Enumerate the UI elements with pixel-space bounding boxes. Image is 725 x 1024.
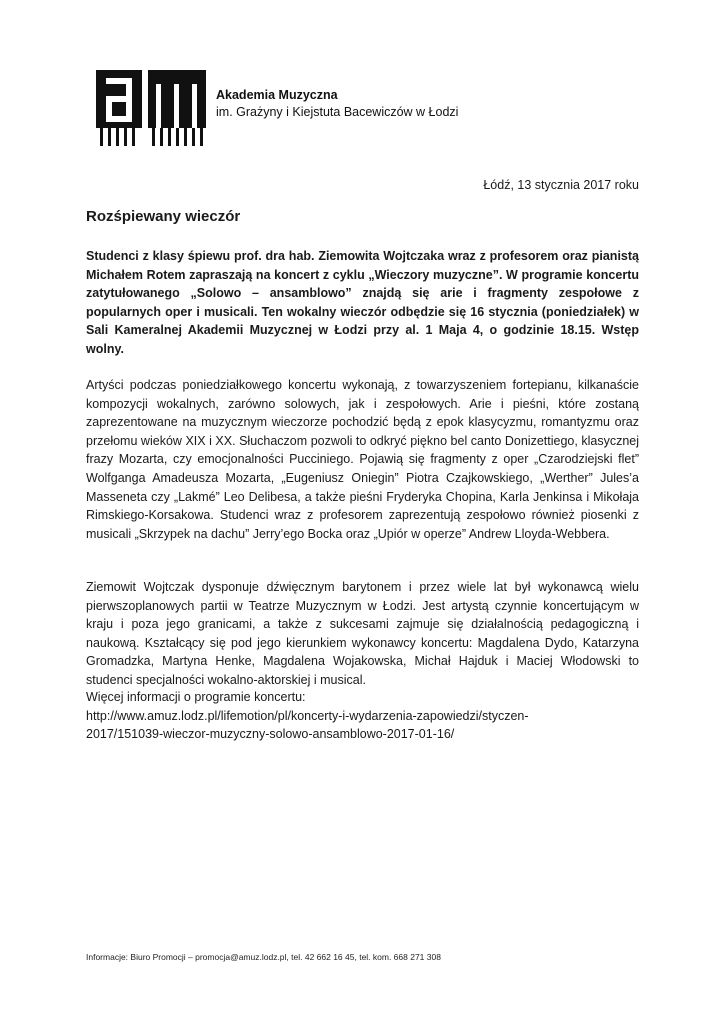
paragraph-concert-program: Artyści podczas poniedziałkowego koncertu wykonają, z towarzyszeniem fortepianu, kilkanaście kompozycji wokalnych, zarówno solowych, jak i zespołowych. Arie i pieśni, które zostaną zaprezentowane na muzycznym wieczorze pochodzić będą z epok klasycyzmu, romantyzmu oraz przełomu wieków XIX i XX. Słuchaczom pozwoli to odkryć piękno bel canto Donizettiego, klasycznej frazy Mozarta, czy emocjonalności Pucciniego. Pojawią się fragmenty z oper „Czarodziejski flet” Wolfganga Amadeusza Mozarta, „Eugeniusz Oniegin” Piotra Czajkowskiego, „Werther” Jules’a Masseneta czy „Lakmé” Leo Delibesa, a także pieśni Fryderyka Chopina, Karla Jenkinsa i Mikołaja Rimskiego-Korsakowa. Studenci wraz z profesorem zaprezentują zespołowo również piosenki z musicali „Skrzypek na dachu” Jerry’ego Bocka oraz „Upiór w operze” Andrew Lloyda-Webbera. (86, 378, 639, 541)
lead-paragraph: Studenci z klasy śpiewu prof. dra hab. Ziemowita Wojtczaka wraz z profesorem oraz pianistą Michałem Rotem zapraszają na koncert z cyklu „Wieczory muzyczne”. W programie koncertu zatytułowanego „Solowo – ansamblowo” znajdą się arie i fragmenty zespołowe z popularnych oper i musicali. Ten wokalny wieczór odbędzie się 16 stycznia (poniedziałek) w Sali Kameralnej Akademii Muzycznej w Łodzi przy al. 1 Maja 4, o godzinie 18.15. Wstęp wolny. (86, 249, 639, 356)
footer-contact: Informacje: Biuro Promocji – promocja@amuz.lodz.pl, tel. 42 662 16 45, tel. kom. 668 271 308 (86, 952, 441, 962)
paragraph-wojtczak-bio: Ziemowit Wojtczak dysponuje dźwięcznym barytonem i przez wiele lat był wykonawcą wielu pierwszoplanowych partii w Teatrze Muzycznym w Łodzi. Jest artystą czynnie koncertującym w kraju i poza jego granicami, a także z sukcesami zajmuje się działalnością pedagogiczną i naukową. Kształcący się pod jego kierunkiem wykonawcy koncertu: Magdalena Dydo, Katarzyna Gromadzka, Martyna Henke, Magdalena Wojakowska, Michał Hajduk i Maciej Włodowski to studenci specjalności wokalno-aktorskiej i musical. (86, 580, 639, 687)
institution-name: Akademia Muzyczna (216, 88, 338, 102)
academy-logo (96, 70, 206, 146)
more-info-label: Więcej informacji o programie koncertu: (86, 690, 306, 704)
more-info-url-line1[interactable]: http://www.amuz.lodz.pl/lifemotion/pl/koncerty-i-wydarzenia-zapowiedzi/styczen- (86, 708, 529, 723)
page-title: Rozśpiewany wieczór (86, 208, 241, 225)
document-date: Łódź, 13 stycznia 2017 roku (483, 178, 639, 192)
more-info-block (86, 688, 639, 744)
more-info-url-line2[interactable]: 2017/151039-wieczor-muzyczny-solowo-ansamblowo-2017-01-16/ (86, 727, 455, 742)
institution-subtitle: im. Grażyny i Kiejstuta Bacewiczów w Łodzi (216, 105, 459, 119)
institution-block (216, 87, 458, 121)
